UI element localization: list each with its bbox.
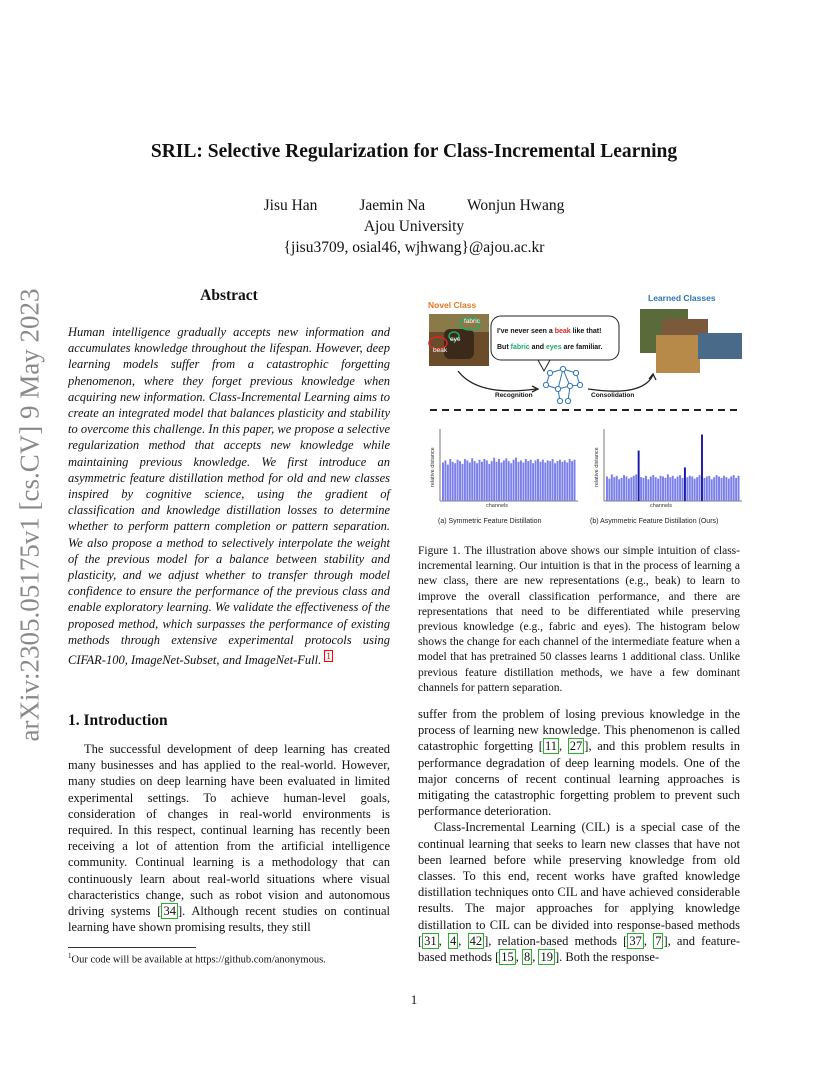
author-emails: {jisu3709, osial46, wjhwang}@ajou.ac.kr [283, 239, 545, 256]
histogram-bar [527, 461, 529, 501]
histogram-bar [608, 479, 610, 501]
histogram-bar [606, 477, 608, 502]
arxiv-stamp [10, 270, 50, 760]
histogram-bar [515, 458, 517, 501]
citation-link[interactable]: 4 [450, 933, 457, 948]
abstract-heading: Abstract [200, 287, 258, 304]
speech-bubble-tail [538, 360, 550, 371]
histogram-bar [662, 477, 664, 502]
histogram-bar [500, 463, 502, 502]
histogram-bar [471, 458, 473, 501]
histogram-bar [530, 460, 532, 501]
bubble-line-1: I've never seen a beak like that! [497, 328, 602, 335]
tag-beak: beak [433, 347, 448, 354]
histogram-bar [571, 461, 573, 501]
histogram-bar [498, 459, 500, 501]
histogram-bar [686, 477, 688, 501]
histogram-bar [728, 479, 730, 501]
introduction-body [68, 741, 390, 935]
recognition-label: Recognition [495, 392, 533, 399]
figure-1 [418, 289, 748, 534]
histogram-bar [539, 462, 541, 501]
histogram-bar [544, 463, 546, 502]
histogram-bar [559, 460, 561, 501]
paragraph: suffer from the problem of losing previous knowledge in the process of learning new knowledge. This phenomenon is called catastrophic forgetting [ 11 , 27 ], and this problem results in performance degradation of deep learning models. One of the major concerns of recent continual learning approaches is mitigating the catastrophic forgetting problem to prevent such performance deterioration. [418, 707, 740, 819]
histogram-bar [561, 462, 563, 501]
histogram-bar [442, 463, 444, 502]
page-number: 1 [410, 992, 418, 1007]
histogram-bar [513, 460, 515, 501]
citation-link[interactable]: 37 [629, 933, 642, 948]
histogram-bar [677, 477, 679, 502]
histogram-bar [510, 463, 512, 501]
histogram-bar [738, 476, 740, 501]
histogram-bar [643, 478, 645, 501]
author-names [0, 195, 828, 216]
histogram-bar [476, 463, 478, 501]
histogram-bar [652, 475, 654, 501]
histogram-bar [699, 475, 701, 501]
histogram-bar [672, 476, 674, 501]
histogram-bar [481, 462, 483, 501]
citation-link[interactable]: 19 [540, 950, 553, 965]
footnote-text: Our code will be available at https://github.com/anonymous. [71, 954, 326, 966]
arxiv-id: arXiv:2305.05175v1 [cs.CV] 9 May 2023 [14, 288, 45, 742]
histogram-bar [574, 460, 576, 501]
bubble-line-2: But fabric and eyes are familiar. [497, 344, 603, 351]
histogram-bar [532, 463, 534, 501]
histogram-bar [464, 459, 466, 501]
histogram-bar [623, 475, 625, 501]
histogram-bar [522, 463, 524, 502]
histogram-bar [674, 479, 676, 501]
histogram-bar [616, 476, 618, 501]
histogram-bar [706, 477, 708, 502]
histogram-bar [461, 464, 463, 501]
histogram-bar [449, 459, 451, 501]
citation-link[interactable]: 27 [569, 739, 583, 754]
histogram-bar [611, 474, 613, 501]
histogram-bar [733, 475, 735, 501]
histogram-bar [621, 478, 623, 501]
histogram-bar [520, 460, 522, 501]
histogram-bar [625, 477, 627, 502]
histogram-bar [508, 461, 510, 501]
histogram-bar [566, 463, 568, 502]
histogram-bar [718, 477, 720, 502]
histogram-b [594, 429, 742, 509]
histogram-bar [466, 460, 468, 501]
histogram-bar [483, 459, 485, 501]
introduction-heading: 1. Introduction [68, 712, 168, 729]
histogram-bar [557, 461, 559, 501]
histogram-bar [469, 463, 471, 502]
speech-bubble [491, 316, 619, 360]
histogram-bar [518, 462, 520, 501]
paper-title: SRIL: Selective Regularization for Class-Incremental Learning [150, 141, 678, 162]
histogram-bar [640, 477, 642, 501]
intro-text: The successful development of deep learning has created many businesses and has applied to the real-world. However, many studies on deep learning have been evaluated in limited experimental settings. To achieve human-level goals, consideration of changes in real-world environments is required. In this respect, continual learning has recently been receiving a lot of attention from the artificial intelligence community. Continual learning is a methodology that can continuously learn about real-world situations where visual characteristics change, such as robot vision and autonomous driving systems [ [68, 742, 390, 919]
histogram-bar [535, 460, 537, 501]
novel-bird-image-part [444, 329, 474, 359]
histogram-bar [664, 478, 666, 501]
histogram-bar [479, 460, 481, 501]
consolidation-arrow [588, 375, 653, 391]
histogram-bar [667, 474, 669, 501]
histogram-bar [703, 478, 705, 501]
histogram-bar [650, 477, 652, 502]
histogram-bar [735, 478, 737, 501]
right-column-body [418, 706, 740, 965]
histogram-bar [716, 475, 718, 501]
histogram-b-ylabel: relative distance [594, 447, 600, 487]
histogram-bar [635, 474, 637, 501]
affiliation: Ajou University [363, 218, 465, 235]
histogram-bar [618, 479, 620, 501]
histogram-bar [457, 460, 459, 501]
histogram-bar [505, 458, 507, 501]
novel-class-label: Novel Class [428, 300, 477, 310]
histogram-bar [679, 475, 681, 501]
histogram-bar [691, 477, 693, 502]
author: Jaemin Na [359, 197, 426, 214]
histogram-a [430, 429, 578, 509]
histogram-a-xlabel: channels [486, 503, 509, 509]
histogram-bar [701, 435, 703, 502]
recognition-arrow [458, 371, 536, 391]
histogram-bar [452, 462, 454, 501]
citation-link[interactable]: 42 [469, 933, 483, 948]
citation-link[interactable]: 31 [424, 933, 437, 948]
learned-image-4 [698, 333, 742, 359]
histogram-a-ylabel: relative distance [430, 447, 436, 487]
histogram-bar [474, 461, 476, 501]
histogram-bar [689, 476, 691, 501]
brain-network-icon [543, 366, 582, 403]
histogram-bar [486, 460, 488, 501]
histogram-bar [633, 476, 635, 501]
citation-link[interactable]: 8 [523, 950, 531, 965]
histogram-bar [488, 464, 490, 501]
tag-eye: eye [450, 336, 461, 343]
histogram-bar [684, 467, 686, 501]
histogram-bar [569, 459, 571, 501]
histogram-b-xlabel: channels [650, 503, 673, 509]
histogram-bar [444, 460, 446, 501]
histogram-bar [628, 479, 630, 501]
histogram-bar [454, 463, 456, 501]
histogram-bar [694, 479, 696, 501]
author: Wonjun Hwang [467, 197, 565, 214]
histogram-bar [725, 477, 727, 501]
footnote-link[interactable]: 1 [326, 651, 331, 662]
histogram-bar [630, 477, 632, 501]
histogram-bar [713, 477, 715, 501]
histogram-bar [638, 451, 640, 501]
histogram-bar [696, 477, 698, 501]
histogram-bar [708, 476, 710, 501]
histogram-bar [657, 479, 659, 501]
histogram-bar [669, 477, 671, 501]
histogram-bar [660, 476, 662, 501]
footnote-rule [68, 947, 196, 948]
abstract-text: Human intelligence gradually accepts new information and accumulates knowledge throughout the lifespan. However, deep learning models suffer from a catastrophic forgetting phenomenon, where they forget previous knowledge when acquiring new information. Class-Incremental Learning aims to create an integrated model that balances plasticity and stability to overcome this challenge. In this paper, we propose a selective regularization method that accepts new knowledge while maintaining previous knowledge. We first introduce an asymmetric feature distillation method for old and new classes inspired by cognitive science, using the gradient of classification and knowledge distillation losses to determine whether to perform pattern completion or pattern separation. We also propose a method to selectively interpolate the weight of the previous model for a balance between stability and plasticity, and we adjust whether to transfer through model confidence to ensure the performance of the previous class and enable exploratory learning. We validate the effectiveness of the proposed method, which surpasses the performance of existing methods through extensive experimental protocols using CIFAR-100, ImageNet-Subset, and ImageNet-Full. [68, 325, 390, 668]
histogram-bar [491, 461, 493, 501]
abstract-body [68, 324, 390, 668]
histogram-bar [655, 477, 657, 501]
citation-link[interactable]: 15 [501, 950, 514, 965]
figure-1-graphic [418, 289, 748, 534]
histogram-b-title: (b) Asymmetric Feature Distillation (Ours) [590, 518, 719, 525]
footnote [68, 952, 326, 966]
histogram-bar [549, 461, 551, 501]
histogram-bar [645, 476, 647, 501]
histogram-bar [547, 460, 549, 501]
figure-caption: Figure 1. The illustration above shows our simple intuition of class-incremental learning. Our intuition is that in the process of learning a new class, there are new representations (e.g., beak) to learn to improve the overall classification performance, and there are representations that need to be differentiated while preserving previous knowledge (e.g., fabric and eyes). The histogram below shows the change for each channel of the intermediate feature when a model that has pretrained 50 classes learns 1 additional class. Unlike previous feature distillation methods, we have a few dominant channels for pattern separation. [418, 545, 740, 694]
histogram-bar [525, 459, 527, 501]
intro-text: ]. Although recent studies on continual learning have shown promising results, they still [68, 904, 391, 935]
histogram-bar [730, 477, 732, 502]
histogram-bar [503, 460, 505, 501]
author-block [0, 195, 828, 258]
histogram-bar [537, 459, 539, 501]
histogram-bar [542, 460, 544, 501]
histogram-bar [613, 477, 615, 501]
histogram-a-title: (a) Symmetric Feature Distillation [438, 518, 542, 525]
histogram-bar [723, 476, 725, 501]
histogram-bar [552, 459, 554, 501]
histogram-bar [647, 479, 649, 501]
learned-image-3 [656, 335, 700, 373]
citation-link[interactable]: 7 [655, 933, 662, 948]
histogram-bar [554, 463, 556, 501]
histogram-bar [447, 465, 449, 501]
author: Jisu Han [263, 197, 318, 214]
citation-link[interactable]: 11 [544, 739, 557, 754]
learned-classes-label: Learned Classes [648, 293, 716, 303]
consolidation-label: Consolidation [591, 392, 635, 399]
tag-fabric: fabric [464, 318, 480, 325]
histogram-bar [721, 478, 723, 501]
histogram-bar [493, 458, 495, 501]
histogram-bar [459, 461, 461, 501]
histogram-bar [564, 460, 566, 501]
paragraph: Class-Incremental Learning (CIL) is a special case of the continual learning that seeks to learn new classes that have not been learned before while preserving knowledge from old classes. To this end, recent works have grafted knowledge distillation techniques onto CIL and have achieved considerable results. The major approaches for applying knowledge distillation to CIL can be divided into response-based methods [ 31 , 4 , 42 ], relation-based methods [ 37 , 7 ], and feature-based methods [ 15 , 8 , 19 ]. Both the response- [418, 820, 741, 965]
citation-link[interactable]: 34 [163, 904, 176, 919]
footnote-mark: 1 [68, 952, 72, 960]
histogram-bar [711, 479, 713, 501]
histogram-bar [496, 462, 498, 501]
histogram-bar [682, 478, 684, 501]
